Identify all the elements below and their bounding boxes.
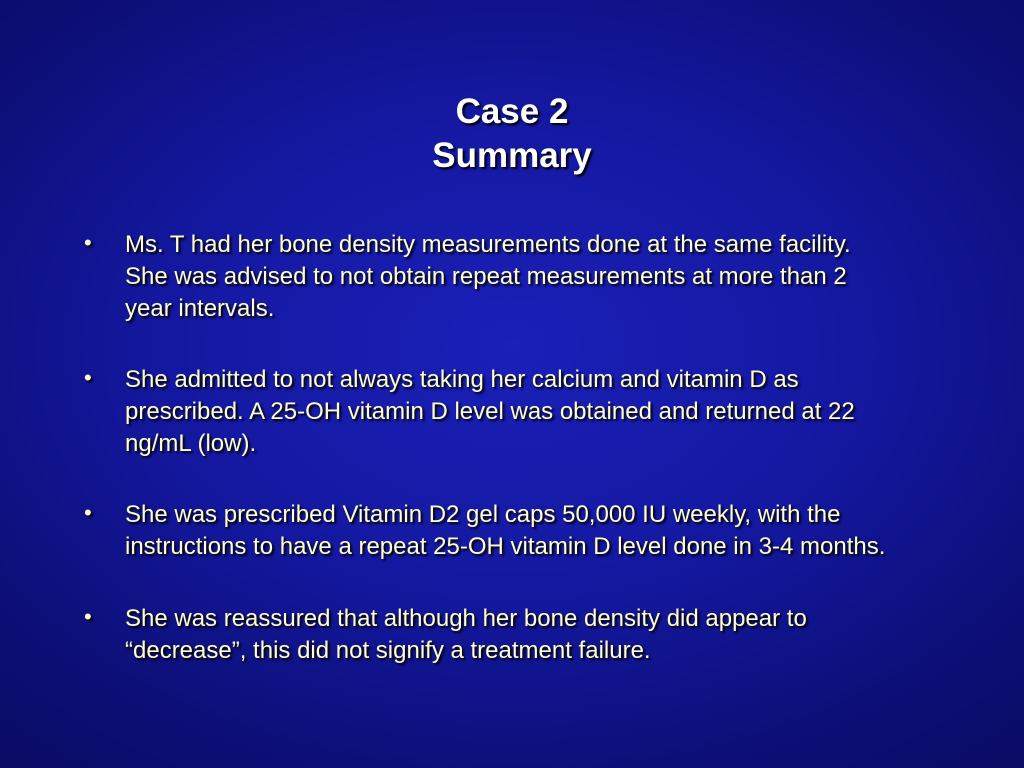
bullet-dot-icon: • bbox=[84, 365, 92, 390]
bullet-dot-icon: • bbox=[84, 230, 92, 255]
slide-title bbox=[0, 90, 1024, 178]
bullet-text bbox=[125, 499, 944, 563]
bullet-item-vitamin-d2-prescription bbox=[84, 499, 944, 563]
bullet-line: She admitted to not always taking her calcium and vitamin D as bbox=[125, 366, 799, 393]
title-line-summary: Summary bbox=[432, 136, 592, 175]
bullet-text bbox=[125, 364, 944, 460]
bullet-line: She was prescribed Vitamin D2 gel caps 50,000 IU weekly, with the bbox=[125, 501, 841, 528]
bullet-item-reassurance bbox=[84, 603, 944, 667]
bullet-line: prescribed. A 25-OH vitamin D level was obtained and returned at 22 bbox=[125, 398, 855, 425]
bullet-list bbox=[84, 229, 944, 667]
bullet-line: She was advised to not obtain repeat measurements at more than 2 bbox=[125, 263, 847, 290]
bullet-line: instructions to have a repeat 25-OH vitamin D level done in 3-4 months. bbox=[125, 533, 886, 560]
bullet-text bbox=[125, 229, 944, 325]
bullet-item-bone-density-facility bbox=[84, 229, 944, 325]
title-line-case: Case 2 bbox=[455, 92, 569, 131]
bullet-line: “decrease”, this did not signify a treatment failure. bbox=[125, 637, 651, 664]
bullet-item-calcium-vitamin-d bbox=[84, 364, 944, 460]
bullet-line: She was reassured that although her bone density did appear to bbox=[125, 605, 807, 632]
bullet-line: year intervals. bbox=[125, 295, 275, 322]
bullet-dot-icon: • bbox=[84, 500, 92, 525]
bullet-text bbox=[125, 603, 944, 667]
bullet-dot-icon: • bbox=[84, 604, 92, 629]
bullet-line: ng/mL (low). bbox=[125, 430, 257, 457]
bullet-line: Ms. T had her bone density measurements done at the same facility. bbox=[125, 231, 851, 258]
